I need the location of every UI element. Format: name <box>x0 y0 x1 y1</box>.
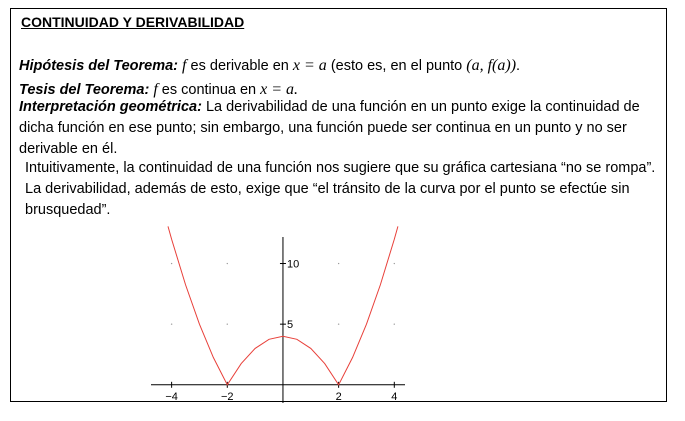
x-tick-label: −4 <box>165 390 178 403</box>
y-tick-label: 5 <box>286 319 294 332</box>
interpretation-paragraph <box>19 97 663 160</box>
section-title: CONTINUIDAD Y DERIVABILIDAD <box>21 14 245 30</box>
grid-dot <box>394 323 395 324</box>
thesis-label: Tesis del Teorema: <box>19 82 150 98</box>
hypothesis-paragraph <box>19 55 663 77</box>
interpretation-label: Interpretación geométrica: <box>19 99 202 115</box>
grid-dot <box>227 323 228 324</box>
y-tick-label: 10 <box>286 258 300 271</box>
hypothesis-f: f <box>182 57 187 74</box>
x-tick-label: 2 <box>335 390 342 403</box>
grid-dot <box>338 323 339 324</box>
content-box <box>10 8 667 402</box>
x-tick-label: 4 <box>391 390 398 403</box>
thesis-text-a: es continua en <box>161 82 257 98</box>
hypothesis-math-eq: x = a <box>292 57 327 74</box>
grid-dot <box>171 263 172 264</box>
grid-dot <box>338 263 339 264</box>
interpretation-text: La derivabilidad de una función en un punto exige la continuidad de dicha función en ese punto; sin embargo, una función puede ser continua en un punto y no ser derivable en él. <box>19 99 640 157</box>
thesis-f: f <box>153 81 158 98</box>
thesis-math-eq: x = a. <box>260 81 299 98</box>
function-graph <box>141 215 411 403</box>
grid-dot <box>394 263 395 264</box>
hypothesis-point: (a, f(a)) <box>466 57 517 74</box>
intuition-paragraph: Intuitivamente, la continuidad de una función nos sugiere que su gráfica cartesiana “no se rompa”. La derivabilidad, además de esto, exige que “el tránsito de la curva por el punto se efectúe sin brusquedad”. <box>25 160 656 218</box>
x-tick-label: −2 <box>221 390 234 403</box>
hypothesis-text-c: . <box>516 58 521 74</box>
grid-dot <box>171 323 172 324</box>
hypothesis-label: Hipótesis del Teorema: <box>19 58 179 74</box>
hypothesis-text-a: es derivable en <box>190 58 289 74</box>
hypothesis-text-b: (esto es, en el punto <box>330 58 463 74</box>
grid-dot <box>227 263 228 264</box>
